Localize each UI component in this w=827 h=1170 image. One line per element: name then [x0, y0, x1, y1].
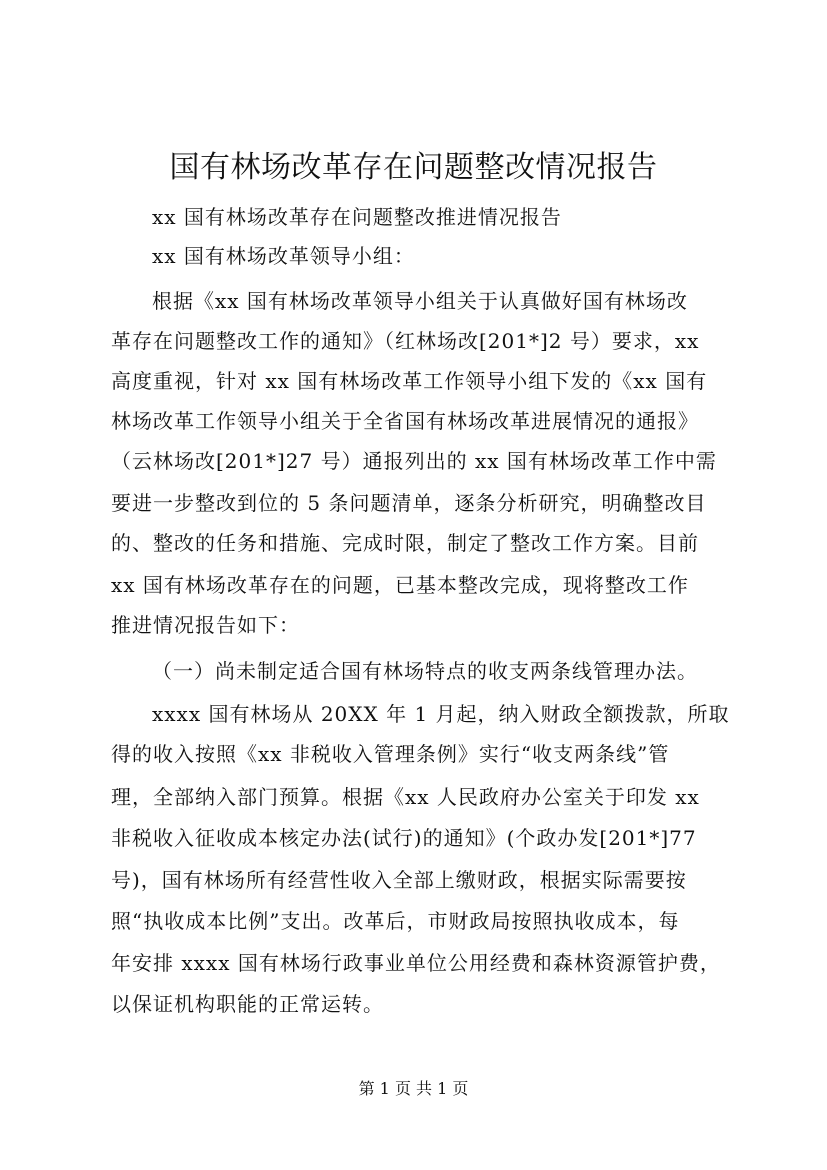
- paragraph-line: 林场改革工作领导小组关于全省国有林场改革进展情况的通报》: [111, 409, 699, 433]
- section-heading: （一）尚未制定适合国有林场特点的收支两条线管理办法。: [152, 659, 698, 683]
- paragraph-line: 年安排 xxxx 国有林场行政事业单位公用经费和森林资源管护费，: [111, 951, 721, 975]
- paragraph-line: 理，全部纳入部门预算。根据《xx 人民政府办公室关于印发 xx: [111, 785, 700, 809]
- paragraph-line: 得的收入按照《xx 非税收入管理条例》实行“收支两条线”管: [111, 742, 670, 766]
- report-subtitle: xx 国有林场改革存在问题整改推进情况报告: [152, 205, 562, 229]
- paragraph-line: 革存在问题整改工作的通知》（红林场改[201*]2 号）要求，xx: [111, 329, 700, 353]
- paragraph-line: 根据《xx 国有林场改革领导小组关于认真做好国有林场改: [152, 289, 688, 313]
- paragraph-line: 要进一步整改到位的 5 条问题清单，逐条分析研究，明确整改目: [111, 491, 707, 515]
- paragraph-line: 推进情况报告如下：: [111, 613, 300, 637]
- paragraph-line: 号)，国有林场所有经营性收入全部上缴财政，根据实际需要按: [111, 868, 687, 892]
- paragraph-line: xxxx 国有林场从 20XX 年 1 月起，纳入财政全额拨款，所取: [152, 702, 730, 726]
- paragraph-line: 的、整改的任务和措施、完成时限，制定了整改工作方案。目前: [111, 531, 699, 555]
- paragraph-line: （云林场改[201*]27 号）通报列出的 xx 国有林场改革工作中需: [111, 449, 717, 473]
- paragraph-line: 照“执收成本比例”支出。改革后，市财政局按照执收成本，每: [111, 909, 680, 933]
- addressee-line: xx 国有林场改革领导小组：: [152, 244, 415, 268]
- paragraph-line: 以保证机构职能的正常运转。: [111, 992, 384, 1016]
- page-footer: 第 1 页 共 1 页: [358, 1079, 469, 1098]
- paragraph-line: xx 国有林场改革存在的问题，已基本整改完成，现将整改工作: [111, 573, 689, 597]
- paragraph-line: 高度重视，针对 xx 国有林场改革工作领导小组下发的《xx 国有: [111, 369, 708, 393]
- document-title: 国有林场改革存在问题整改情况报告: [169, 150, 658, 185]
- paragraph-line: 非税收入征收成本核定办法(试行)的通知》(个政办发[201*]77: [111, 826, 697, 850]
